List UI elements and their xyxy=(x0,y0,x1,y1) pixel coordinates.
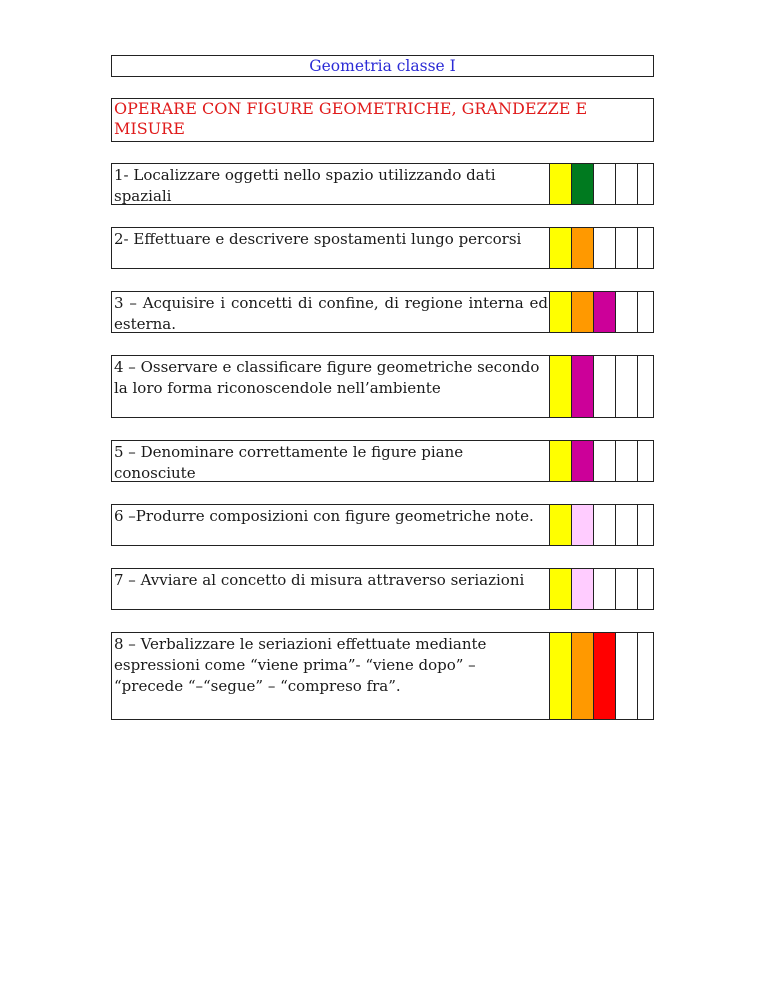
rating-cell-empty xyxy=(615,505,637,545)
rating-cell-empty xyxy=(615,356,637,417)
rating-cell-pink xyxy=(571,569,593,609)
rating-cell-empty xyxy=(615,569,637,609)
rating-cell-empty xyxy=(593,569,615,609)
rating-cell-empty xyxy=(615,292,637,332)
rating-cell-empty xyxy=(593,441,615,481)
rating-cell-magenta xyxy=(571,441,593,481)
rating-cells xyxy=(549,441,653,481)
rating-cell-yellow xyxy=(549,505,571,545)
rating-cell-orange xyxy=(571,228,593,268)
rating-cell-empty xyxy=(637,228,653,268)
objective-text: 5 – Denominare correttamente le figure piane conosciute xyxy=(114,443,464,482)
section-heading: OPERARE CON FIGURE GEOMETRICHE, GRANDEZZE E MISURE xyxy=(111,98,654,142)
objective-row xyxy=(111,163,654,205)
objective-text: 6 –Produrre composizioni con figure geometriche note. xyxy=(114,507,534,525)
objective-text: 8 – Verbalizzare le seriazioni effettuate mediante espressioni come “viene prima”- “viene dopo” – “precede “–“segue” – “compreso fra”. xyxy=(114,635,487,695)
rating-cell-empty xyxy=(637,441,653,481)
rating-cell-empty xyxy=(593,356,615,417)
rating-cells xyxy=(549,356,653,417)
rating-cell-empty xyxy=(593,164,615,204)
objective-text: 4 – Osservare e classificare figure geometriche secondo la loro forma riconoscendole nell’ambiente xyxy=(114,358,540,397)
objective-row xyxy=(111,291,654,333)
objective-text: 2- Effettuare e descrivere spostamenti lungo percorsi xyxy=(114,230,522,248)
document-title: Geometria classe I xyxy=(111,55,654,77)
rating-cell-yellow xyxy=(549,292,571,332)
rating-cells xyxy=(549,569,653,609)
rating-cell-empty xyxy=(615,441,637,481)
rating-cell-empty xyxy=(593,505,615,545)
rating-cell-empty xyxy=(615,633,637,719)
rating-cell-orange xyxy=(571,633,593,719)
objective-text: 3 – Acquisire i concetti di confine, di regione interna ed esterna. xyxy=(114,294,548,333)
objective-row xyxy=(111,355,654,418)
objective-row xyxy=(111,632,654,720)
objective-text: 7 – Avviare al concetto di misura attraverso seriazioni xyxy=(114,571,525,589)
rating-cells xyxy=(549,633,653,719)
rating-cell-yellow xyxy=(549,569,571,609)
rating-cells xyxy=(549,228,653,268)
rating-cell-yellow xyxy=(549,228,571,268)
rating-cell-magenta xyxy=(593,292,615,332)
rating-cell-empty xyxy=(615,228,637,268)
rating-cell-empty xyxy=(593,228,615,268)
objective-row xyxy=(111,568,654,610)
objective-row xyxy=(111,227,654,269)
rating-cell-yellow xyxy=(549,164,571,204)
rating-cell-empty xyxy=(637,633,653,719)
rating-cell-yellow xyxy=(549,633,571,719)
rating-cell-red xyxy=(593,633,615,719)
rating-cell-empty xyxy=(637,164,653,204)
rating-cell-empty xyxy=(637,569,653,609)
rating-cell-empty xyxy=(637,505,653,545)
objective-row xyxy=(111,504,654,546)
rating-cell-green xyxy=(571,164,593,204)
objective-row xyxy=(111,440,654,482)
rating-cell-yellow xyxy=(549,356,571,417)
rating-cell-magenta xyxy=(571,356,593,417)
rating-cell-yellow xyxy=(549,441,571,481)
rating-cell-pink xyxy=(571,505,593,545)
objective-text: 1- Localizzare oggetti nello spazio utilizzando dati spaziali xyxy=(114,166,496,205)
rating-cells xyxy=(549,292,653,332)
rating-cell-orange xyxy=(571,292,593,332)
rating-cell-empty xyxy=(637,356,653,417)
rating-cells xyxy=(549,505,653,545)
rating-cell-empty xyxy=(615,164,637,204)
rating-cells xyxy=(549,164,653,204)
rating-cell-empty xyxy=(637,292,653,332)
